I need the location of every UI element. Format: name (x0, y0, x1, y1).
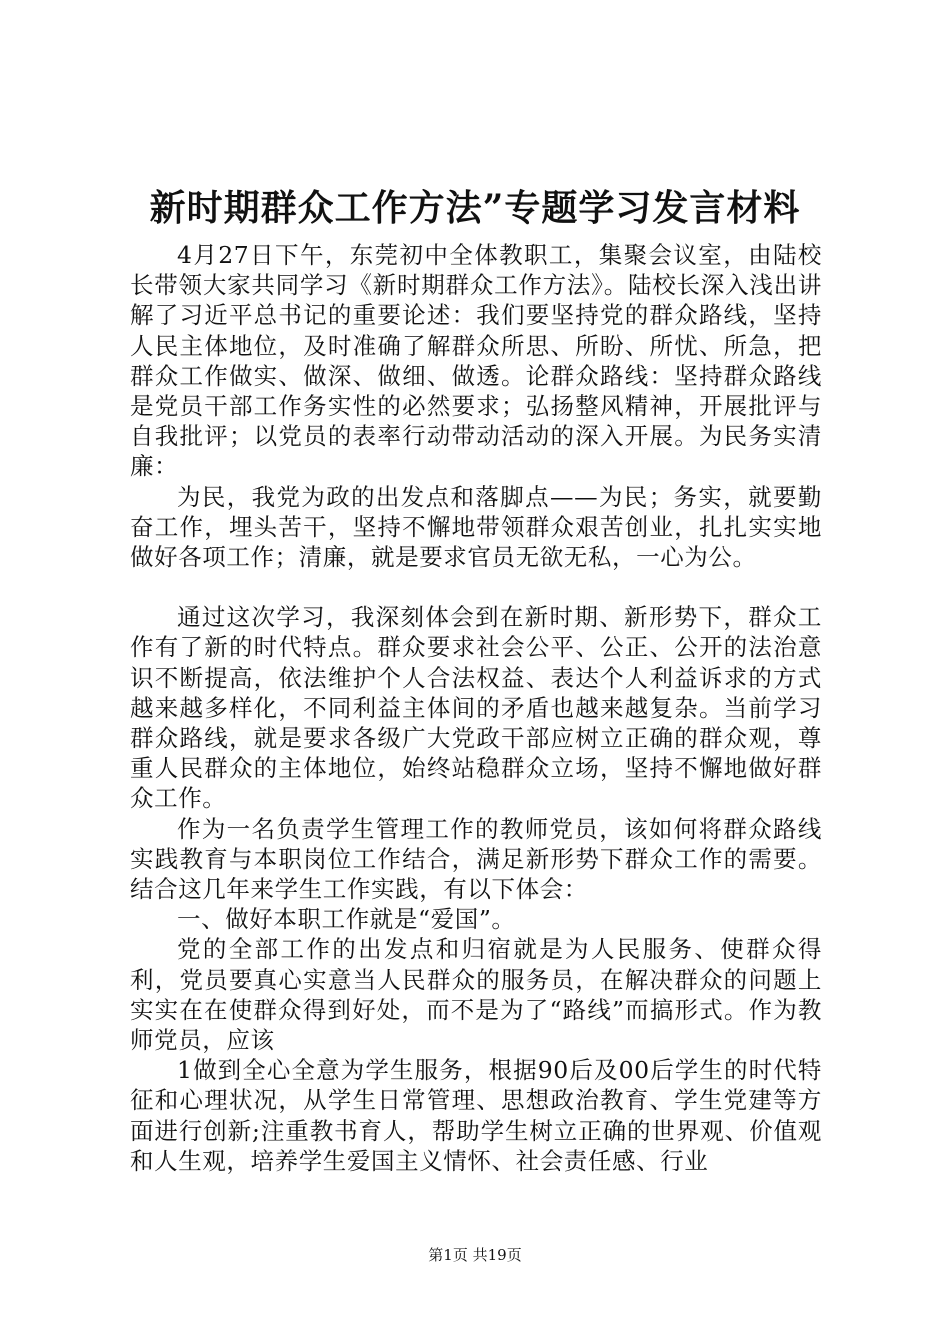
page-footer: 第1页 共19页 (428, 1246, 522, 1264)
paragraph: 为民，我党为政的出发点和落脚点——为民；务实，就要勤奋工作，埋头苦干，坚持不懈地带领群众艰苦创业，扎扎实实地做好各项工作；清廉，就是要求官员无欲无私，一心为公。 (130, 482, 822, 572)
paragraph: 1做到全心全意为学生服务，根据90后及00后学生的时代特征和心理状况，从学生日常管理、思想政治教育、学生党建等方面进行创新;注重教书育人，帮助学生树立正确的世界观、价值观和人生观，培养学生爱国主义情怀、社会责任感、行业 (130, 1056, 822, 1175)
document-body (130, 240, 822, 1176)
section-heading: 一、做好本职工作就是“爱国”。 (177, 905, 516, 934)
document-title: 新时期群众工作方法”专题学习发言材料 (149, 187, 801, 229)
paragraph: 党的全部工作的出发点和归宿就是为人民服务、使群众得利，党员要真心实意当人民群众的服务员，在解决群众的问题上实实在在使群众得到好处，而不是为了“路线”而搞形式。作为教师党员，应该 (130, 935, 822, 1055)
paragraph: 4月27日下午，东莞初中全体教职工，集聚会议室，由陆校长带领大家共同学习《新时期群众工作方法》。陆校长深入浅出讲解了习近平总书记的重要论述：我们要坚持党的群众路线，坚持人民主体地位，及时准确了解群众所思、所盼、所忧、所急，把群众工作做实、做深、做细、做透。论群众路线：坚持群众路线是党员干部工作务实性的必然要求；弘扬整风精神，开展批评与自我批评；以党员的表率行动带动活动的深入开展。为民务实清廉： (130, 241, 822, 481)
paragraph: 作为一名负责学生管理工作的教师党员，该如何将群众路线实践教育与本职岗位工作结合，满足新形势下群众工作的需要。结合这几年来学生工作实践，有以下体会： (130, 814, 822, 904)
paragraph: 通过这次学习，我深刻体会到在新时期、新形势下，群众工作有了新的时代特点。群众要求社会公平、公正、公开的法治意识不断提高，依法维护个人合法权益、表达个人利益诉求的方式越来越多样化，不同利益主体间的矛盾也越来越复杂。当前学习群众路线，就是要求各级广大党政干部应树立正确的群众观，尊重人民群众的主体地位，始终站稳群众立场，坚持不懈地做好群众工作。 (130, 603, 822, 813)
